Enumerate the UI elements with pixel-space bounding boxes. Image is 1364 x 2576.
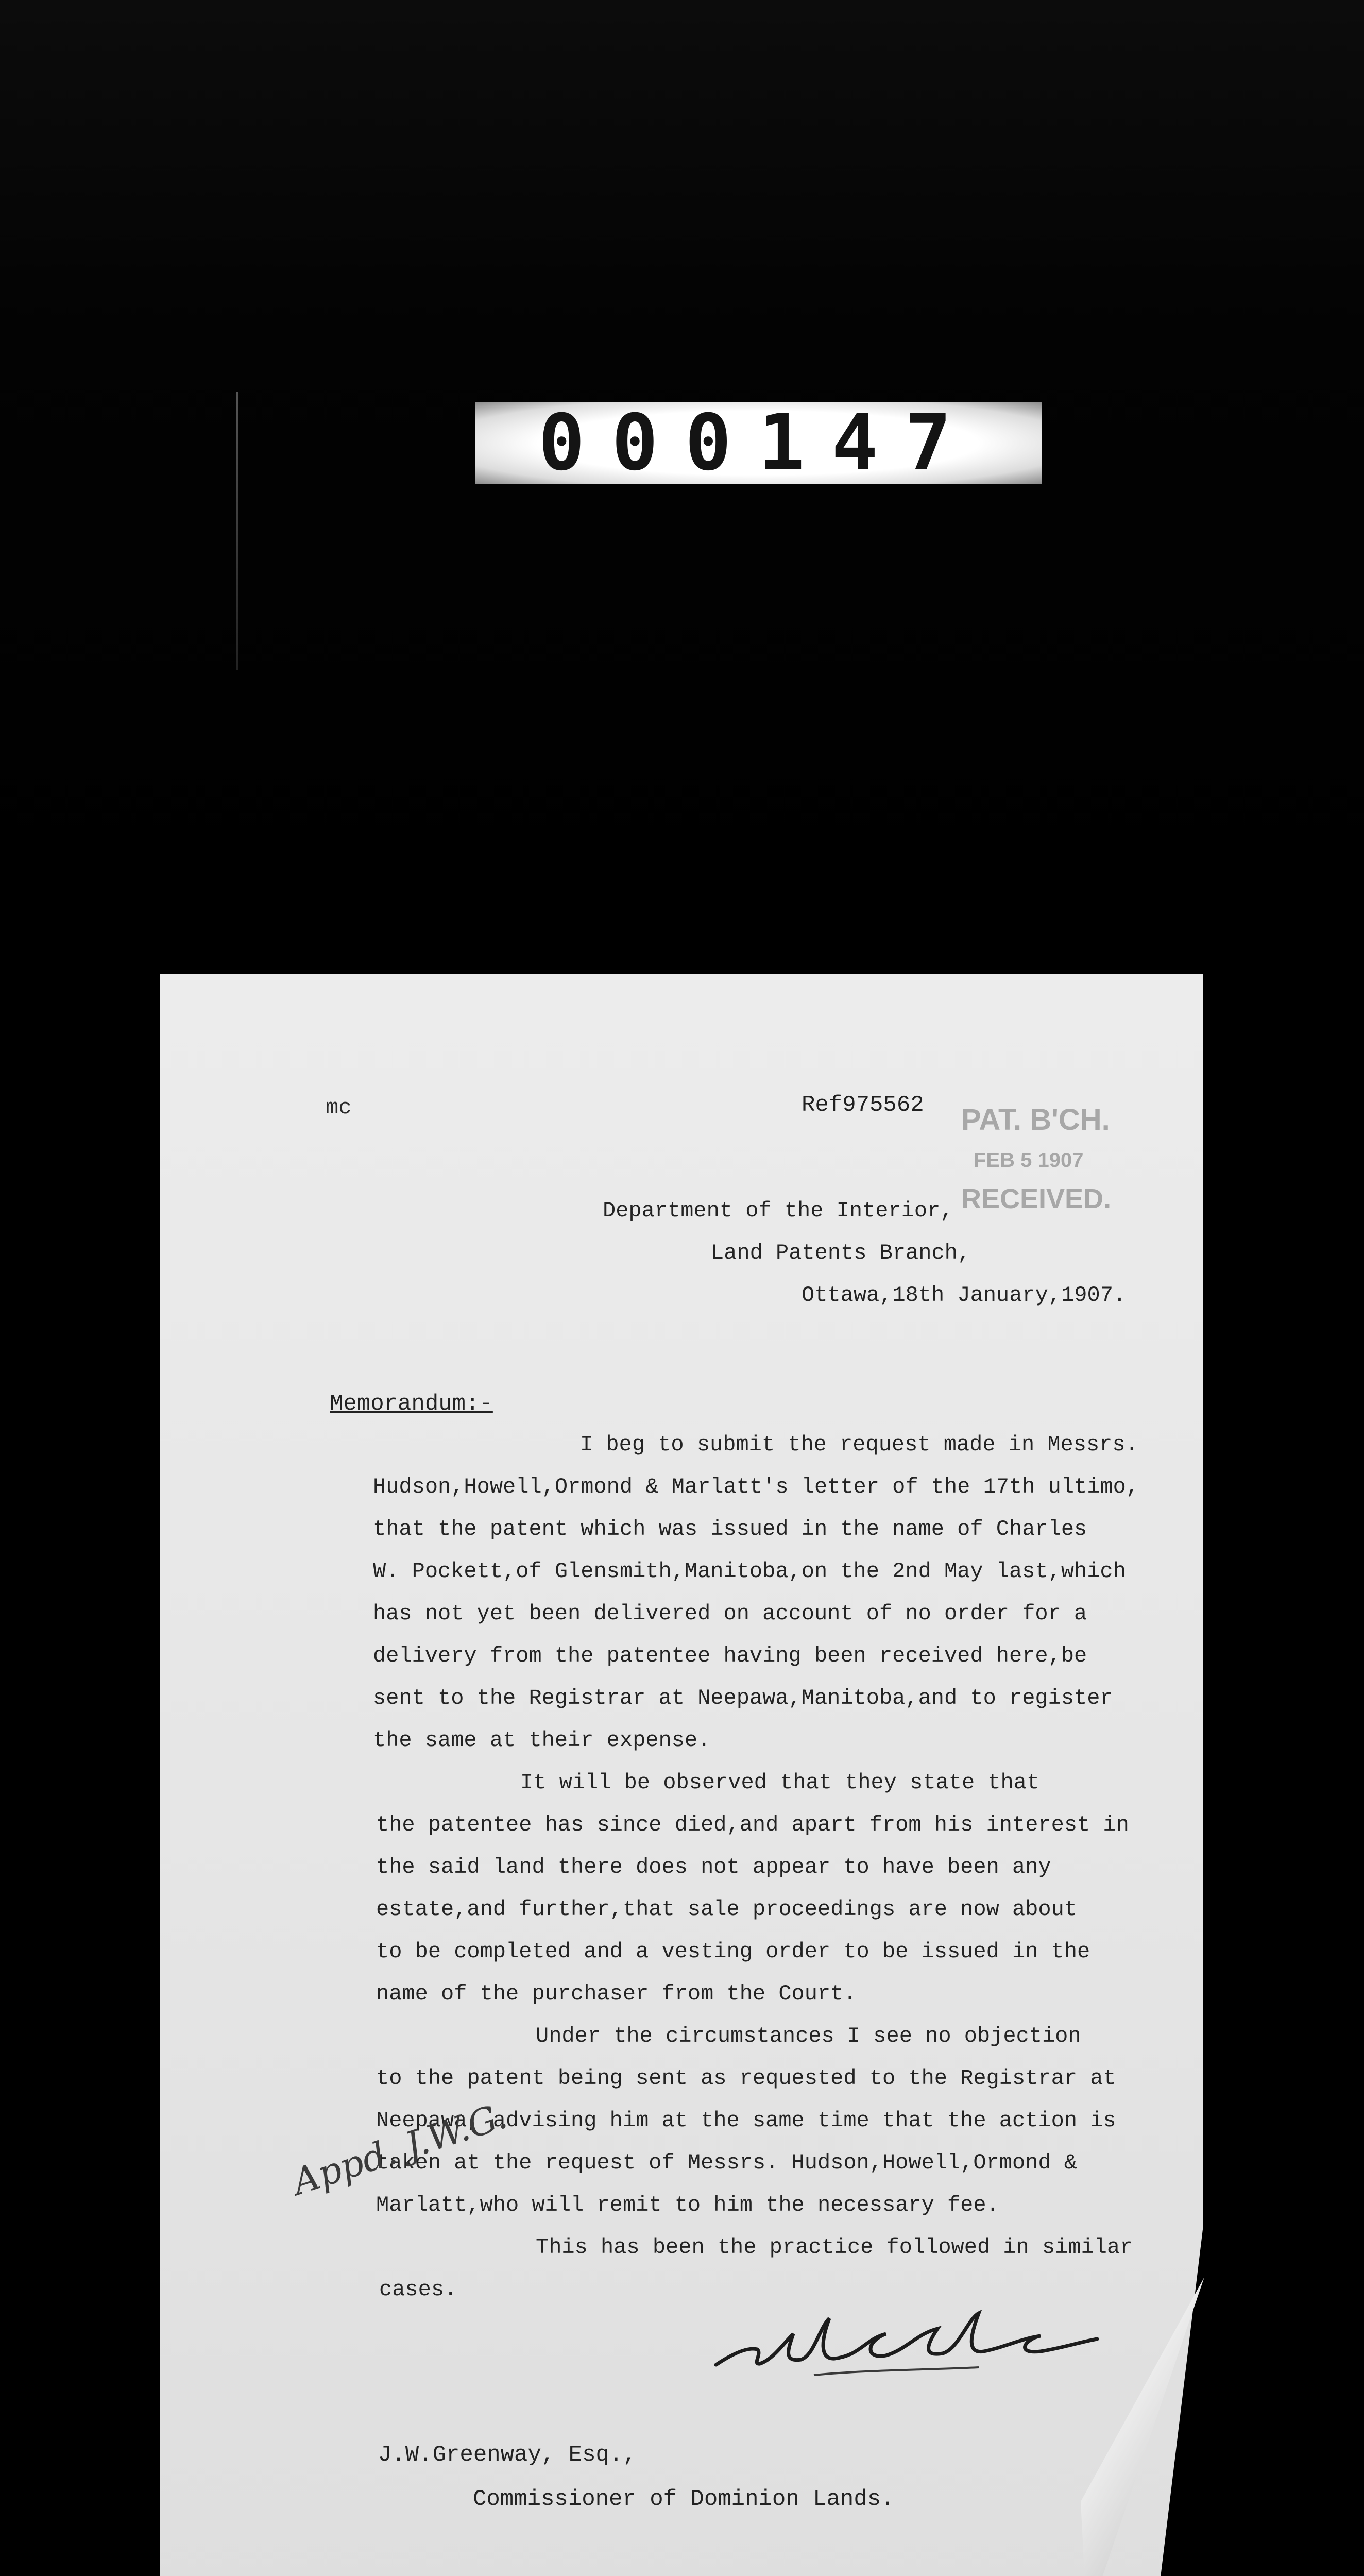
body-line: to be completed and a vesting order to be issued in the [376,1939,1090,1964]
addressee-name: J.W.Greenway, Esq., [378,2442,637,2468]
body-line: Hudson,Howell,Ormond & Marlatt's letter of the 17th ultimo, [373,1475,1139,1499]
signature-image [711,2298,1102,2385]
body-line: Neepawa, advising him at the same time that the action is [376,2108,1116,2133]
body-line: the patentee has since died,and apart from his interest in [376,1812,1129,1837]
frame-number: 000147 [475,402,1042,484]
body-line: Under the circumstances I see no objection [536,2024,1081,2048]
letterhead-branch: Land Patents Branch, [711,1241,971,1265]
body-line: Marlatt,who will remit to him the necessary fee. [376,2193,999,2217]
body-line: This has been the practice followed in similar [536,2235,1133,2260]
body-line: the said land there does not appear to have been any [376,1855,1051,1879]
body-line: the same at their expense. [373,1728,711,1753]
body-line: It will be observed that they state that [520,1770,1040,1795]
stamp-line-3: RECEIVED. [961,1183,1112,1214]
body-line: sent to the Registrar at Neepawa,Manitoba,and to register [373,1686,1113,1710]
body-line: I beg to submit the request made in Messrs. [580,1432,1138,1457]
addressee-title: Commissioner of Dominion Lands. [473,2486,895,2512]
margin-annotation: Appd. J.W.G. [287,2094,513,2204]
body-line: name of the purchaser from the Court. [376,1981,857,2006]
body-line: that the patent which was issued in the name of Charles [373,1517,1087,1541]
body-line: cases. [379,2277,457,2302]
body-line: to the patent being sent as requested to the Registrar at [376,2066,1116,2091]
stamp-line-1: PAT. B'CH. [961,1103,1110,1137]
film-scratch [236,392,238,670]
letterhead-department: Department of the Interior, [603,1198,953,1223]
body-line: has not yet been delivered on account of no order for a [373,1601,1087,1626]
body-line: taken at the request of Messrs. Hudson,Howell,Ormond & [376,2150,1078,2175]
stamp-line-2: FEB 5 1907 [974,1149,1084,1172]
letterhead-date: Ottawa,18th January,1907. [802,1283,1127,1308]
memo-heading: Memorandum:- [330,1391,493,1417]
typist-initials: mc [326,1095,352,1120]
body-line: W. Pockett,of Glensmith,Manitoba,on the 2nd May last,which [373,1559,1126,1584]
body-line: delivery from the patentee having been received here,be [373,1643,1087,1668]
reference-number: Ref975562 [802,1092,924,1118]
body-line: estate,and further,that sale proceedings are now about [376,1897,1078,1922]
